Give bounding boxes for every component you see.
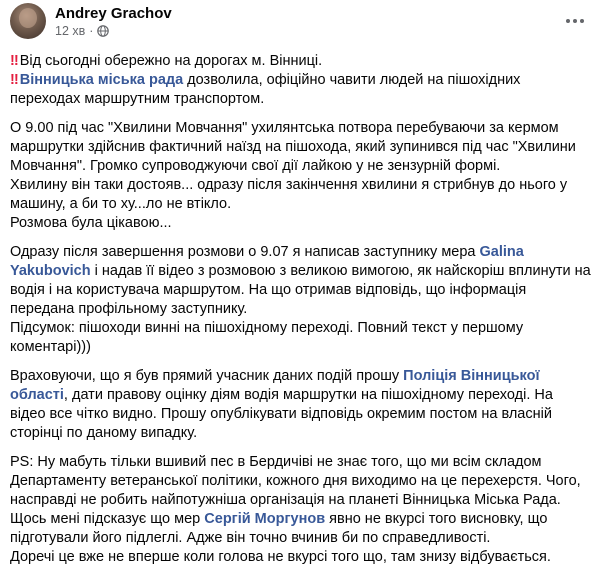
paragraph-2: О 9.00 під час "Хвилини Мовчання" ухилянтська потвора перебуваючи за кермом маршрутки здійснив фактичний наїзд на пішохода, який зупинився під час "Хвилини Мовчання". Громко супроводжуючи свої дії лайкою у не зензурній формі. bbox=[10, 120, 576, 174]
paragraph-5: Одразу після завершення розмови о 9.07 я написав заступнику мера Galina Yakubovich і надав її відео з розмовою з великою вимогою, як найскоріш вплинути на водія і на користувача маршрутом. На що отримав відповідь, що інформація передана профільному заступнику. bbox=[10, 244, 591, 317]
more-options-icon[interactable] bbox=[562, 9, 588, 33]
separator-dot: · bbox=[89, 23, 94, 38]
post-timestamp[interactable]: 12 хв bbox=[55, 23, 86, 38]
paragraph-7: Враховуючи, що я був прямий учасник даних подій прошу Поліція Вінницької області, дати правову оцінку діям водія маршрутки на пішохідному переході. На відео все чітко видно. Прошу опублікувати відповідь окремим постом на власній сторінці по даному випадку. bbox=[10, 368, 553, 441]
author-avatar[interactable] bbox=[10, 3, 46, 39]
paragraph-4: Розмова була цікавою... bbox=[10, 215, 172, 231]
post-text bbox=[10, 52, 592, 567]
tag-vinnytsia-police[interactable]: Поліція Вінницької області bbox=[10, 368, 540, 403]
double-exclamation-icon: ‼ bbox=[10, 72, 17, 88]
paragraph-1: ‼ Від сьогодні обережно на дорогах м. Вінниці. ‼ Вінницька міська рада дозволила, офіційно чавити людей на пішохідних переходах маршрутним транспортом. bbox=[10, 53, 521, 107]
double-exclamation-icon: ‼ bbox=[10, 53, 17, 69]
paragraph-6: Підсумок: пішоходи винні на пішохідному переході. Повний текст у першому коментарі))) bbox=[10, 320, 524, 355]
post-meta bbox=[55, 4, 172, 39]
tag-vinnytsia-city-council[interactable]: Вінницька міська рада bbox=[19, 72, 184, 88]
paragraph-8: PS: Ну мабуть тільки вшивий пес в Бердичіві не знає того, що ми всім складом Департаменту ветеранської політики, кожного дня виходимо на це перехерстя. Чого, насправді не робить найпотужніша організація на планеті Вінницька Міська Рада. Щось мені підсказує що мер Сергій Моргунов явно не вкурсі того висновку, що підготували його підлеглі. Адже він точно вчинив би по справедливості. bbox=[10, 454, 581, 546]
paragraph-9: Доречі це вже не вперше коли голова не вкурсі того що, там знизу відбувається. bbox=[10, 549, 551, 565]
post-time-row bbox=[55, 23, 172, 39]
tag-galina-yakubovich[interactable]: Galina Yakubovich bbox=[10, 244, 524, 279]
paragraph-3: Хвилину він таки достояв... одразу після закінчення хвилини я стрибнув до нього у машину, а би то ху...ло не втікло. bbox=[10, 177, 568, 212]
post-header bbox=[10, 3, 172, 39]
globe-icon bbox=[97, 25, 109, 37]
author-name[interactable]: Andrey Grachov bbox=[55, 4, 172, 22]
tag-serhii-morgunov[interactable]: Сергій Моргунов bbox=[204, 511, 326, 527]
